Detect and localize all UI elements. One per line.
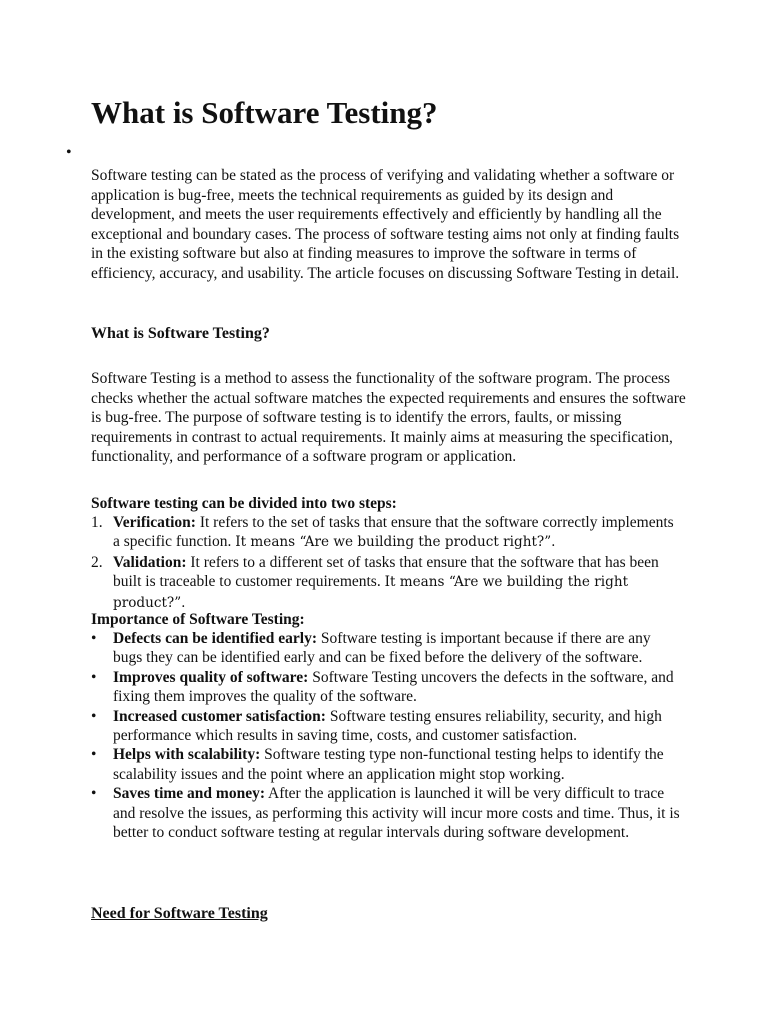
- step-text: It refers to a different set of tasks that ensure that the software that has been built is traceable to customer requirements.: [113, 553, 659, 591]
- item-text: Software testing type non-functional testing helps to identify the scalability issues and the point where an application might stop working.: [113, 746, 664, 783]
- steps-list: [91, 513, 681, 613]
- list-item: [91, 629, 683, 668]
- step-item: [91, 513, 681, 553]
- need-heading: Need for Software Testing: [91, 905, 268, 922]
- step-item: [91, 553, 681, 613]
- steps-heading: Software testing can be divided into two steps:: [91, 495, 397, 512]
- item-text: Software testing is important because if there are any bugs they can be identified early and can be fixed before the delivery of the software.: [113, 630, 651, 667]
- item-text: After the application is launched it will be very difficult to trace and resolve the issues, as performing this activity will incur more costs and time. Thus, it is better to conduct software testing at regular intervals during software development.: [113, 785, 680, 842]
- item-term: Saves time and money:: [113, 785, 265, 803]
- step-term: Verification:: [113, 514, 196, 531]
- step-number: 2.: [91, 553, 103, 571]
- bullet-glyph: •: [91, 630, 97, 647]
- bullet-glyph: •: [91, 668, 97, 686]
- step-number: 1.: [91, 514, 103, 531]
- item-term: Helps with scalability:: [113, 746, 261, 764]
- intro-paragraph: Software testing can be stated as the process of verifying and validating whether a software or application is bug-free, meets the technical requirements as guided by its design and development, and meets the user requirements effectively and efficiently by handling all the exceptional and boundary cases. The process of software testing aims not only at finding faults in the existing software but also at finding measures to improve the software in terms of efficiency, accuracy, and usability. The article focuses on discussing Software Testing in detail.: [91, 167, 680, 282]
- item-text: Software testing ensures reliability, security, and high performance which results in saving time, costs, and customer satisfaction.: [113, 707, 662, 745]
- bullet-glyph: •: [91, 785, 97, 803]
- stray-bullet: •: [66, 144, 72, 161]
- importance-heading: Importance of Software Testing:: [91, 611, 305, 628]
- list-item: [91, 784, 683, 842]
- item-term: Defects can be identified early:: [113, 630, 318, 647]
- step-question: It means “Are we building the product right?”.: [235, 534, 556, 551]
- list-item: [91, 707, 683, 746]
- step-term: Validation:: [113, 553, 187, 571]
- step-question: It means “Are we building the right product?”.: [113, 574, 629, 611]
- item-term: Increased customer satisfaction:: [113, 707, 326, 725]
- page-title: What is Software Testing?: [91, 95, 438, 130]
- item-term: Improves quality of software:: [113, 668, 309, 686]
- list-item: [91, 668, 683, 707]
- importance-list: [91, 629, 683, 842]
- bullet-glyph: •: [91, 707, 97, 725]
- section-heading: What is Software Testing?: [91, 325, 270, 342]
- bullet-glyph: •: [91, 746, 97, 764]
- list-item: [91, 745, 683, 784]
- item-text: Software Testing uncovers the defects in the software, and fixing them improves the quality of the software.: [113, 668, 674, 706]
- definition-paragraph: Software Testing is a method to assess the functionality of the software program. The process checks whether the actual software matches the expected requirements and ensures the software is bug-free. The purpose of software testing is to identify the errors, faults, or missing requirements in contrast to actual requirements. It mainly aims at measuring the specification, functionality, and performance of a software program or application.: [91, 370, 686, 466]
- step-text: It refers to the set of tasks that ensure that the software correctly implements a specific function.: [113, 514, 674, 551]
